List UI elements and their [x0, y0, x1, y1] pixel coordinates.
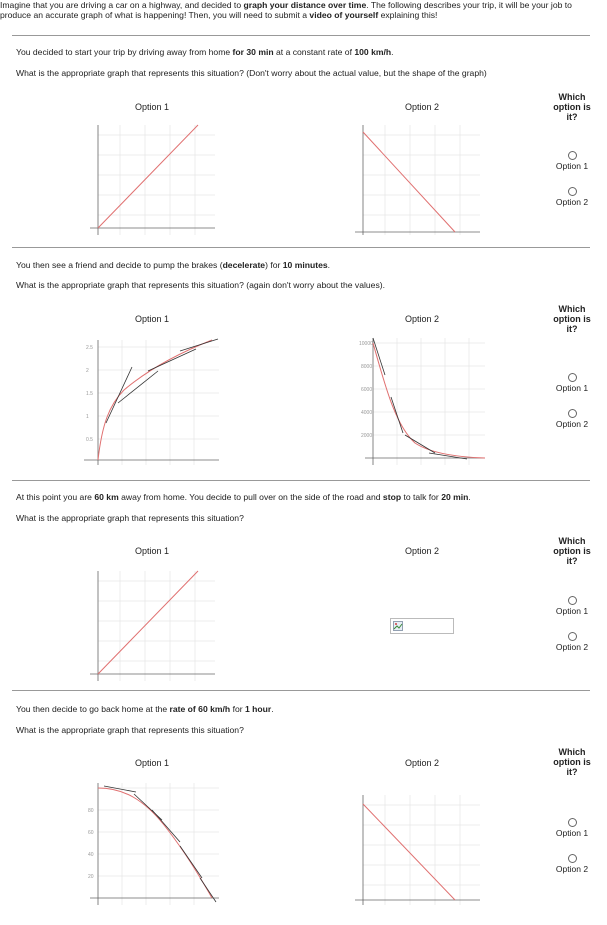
q2-radio-option1[interactable] [568, 373, 577, 382]
q2-scenario: You then see a friend and decide to pump the brakes (decelerate) for 10 minutes. [16, 260, 331, 270]
q1-option1-graph[interactable] [90, 120, 220, 240]
divider [12, 480, 590, 481]
y-tick: 60 [88, 830, 94, 836]
q3-radio-option2-label: Option 2 [555, 642, 589, 652]
q3-option1-graph[interactable] [90, 566, 220, 686]
q3-radio-option2[interactable] [568, 632, 577, 641]
q3-prompt: What is the appropriate graph that represents this situation? [16, 513, 244, 523]
q4-radio-option1-label: Option 1 [555, 828, 589, 838]
y-tick: 0.5 [86, 437, 93, 443]
q4-radio-option1[interactable] [568, 818, 577, 827]
y-tick: 2.5 [86, 345, 93, 351]
y-tick: 6000 [361, 387, 373, 393]
q4-radio-option2-label: Option 2 [555, 864, 589, 874]
divider [12, 35, 590, 36]
q1-radio-option2[interactable] [568, 187, 577, 196]
q2-prompt: What is the appropriate graph that represents this situation? (again don't worry about the values). [16, 280, 385, 290]
y-tick: 1 [86, 414, 89, 420]
q2-radio-option2[interactable] [568, 409, 577, 418]
y-tick: 2000 [361, 433, 373, 439]
q3-option1-header: Option 1 [134, 546, 170, 556]
q4-radio-option2[interactable] [568, 854, 577, 863]
broken-image-icon [393, 621, 403, 631]
q1-option2-header: Option 2 [404, 102, 440, 112]
q4-option1-graph[interactable] [84, 780, 224, 910]
y-tick: 8000 [361, 364, 373, 370]
q4-prompt: What is the appropriate graph that represents this situation? [16, 725, 244, 735]
y-tick: 20 [88, 874, 94, 880]
q2-option2-header: Option 2 [404, 314, 440, 324]
q1-option2-graph[interactable] [355, 120, 485, 240]
divider [12, 247, 590, 248]
q2-option1-graph[interactable] [84, 335, 224, 470]
q3-scenario: At this point you are 60 km away from home. You decide to pull over on the side of the road and stop to talk for 20 min. [16, 492, 471, 502]
q1-option1-header: Option 1 [134, 102, 170, 112]
q4-which-label: Which option is it? [553, 747, 591, 777]
q4-option2-header: Option 2 [404, 758, 440, 768]
q1-radio-option2-label: Option 2 [555, 197, 589, 207]
y-tick: 1.5 [86, 391, 93, 397]
q3-radio-option1-label: Option 1 [555, 606, 589, 616]
q4-scenario: You then decide to go back home at the rate of 60 km/h for 1 hour. [16, 704, 274, 714]
q2-radio-option2-label: Option 2 [555, 419, 589, 429]
broken-image-placeholder [390, 618, 454, 634]
q1-prompt: What is the appropriate graph that represents this situation? (Don't worry about the actual value, but the shape of the graph) [16, 68, 487, 78]
y-tick: 10000 [359, 341, 373, 347]
y-tick: 2 [86, 368, 89, 374]
q1-which-label: Which option is it? [553, 92, 591, 122]
y-tick: 4000 [361, 410, 373, 416]
q2-radio-option1-label: Option 1 [555, 383, 589, 393]
q3-option2-header: Option 2 [404, 546, 440, 556]
q4-option1-header: Option 1 [134, 758, 170, 768]
q2-option1-header: Option 1 [134, 314, 170, 324]
divider [12, 690, 590, 691]
q2-option2-graph[interactable] [345, 335, 490, 470]
q3-which-label: Which option is it? [553, 536, 591, 566]
q1-radio-option1[interactable] [568, 151, 577, 160]
q3-radio-option1[interactable] [568, 596, 577, 605]
q2-which-label: Which option is it? [553, 304, 591, 334]
q1-scenario: You decided to start your trip by driving away from home for 30 min at a constant rate of 100 km/h. [16, 47, 394, 57]
q4-option2-graph[interactable] [355, 790, 485, 910]
intro-text: Imagine that you are driving a car on a highway, and decided to graph your distance over time. The following describes your trip, it will be your job to produce an accurate graph of what is happening! Then, you will need to submit a video of yourself explaining this! [0, 0, 572, 20]
y-tick: 80 [88, 808, 94, 814]
q1-radio-option1-label: Option 1 [555, 161, 589, 171]
y-tick: 40 [88, 852, 94, 858]
